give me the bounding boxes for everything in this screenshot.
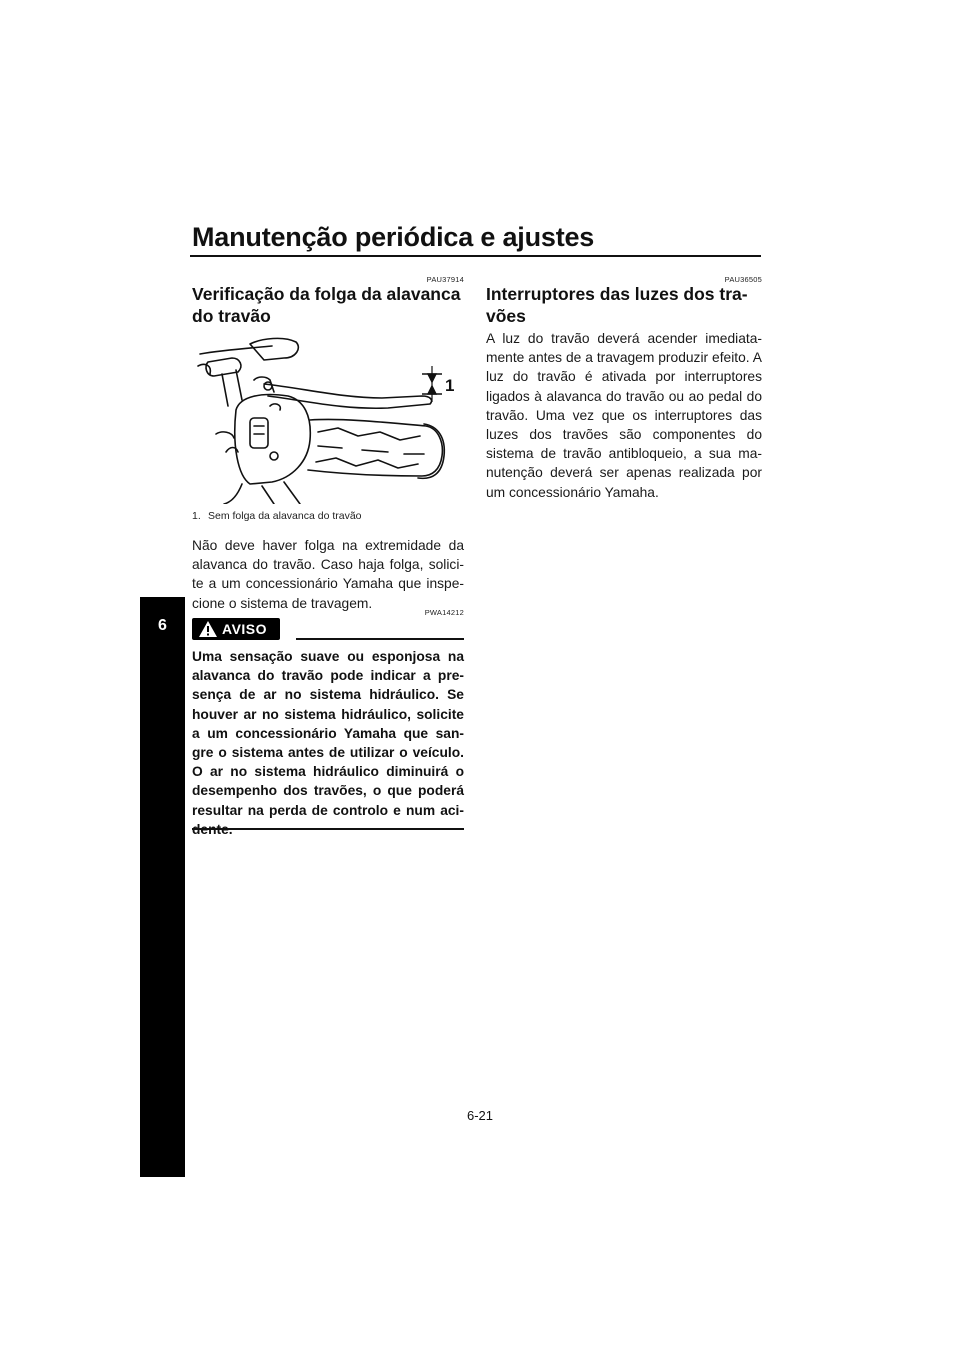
body-paragraph: A luz do travão deverá acender imediata-mente antes de a travagem produzir efeito. A luz do travão é ativada por interruptores ligados à alavanca do travão ou ao pedal do travão. Uma vez que os interruptores das luzes dos travões são componentes do sistema de travão antibloqueio, a sua ma-nutenção deverá ser apenas realizada por um concessionário Yamaha. bbox=[486, 331, 762, 500]
page-title: Manutenção periódica e ajustes bbox=[192, 222, 595, 252]
chapter-tab bbox=[140, 597, 185, 1177]
warning-end-rule bbox=[192, 828, 464, 830]
header-rule bbox=[190, 255, 761, 257]
warning-badge bbox=[192, 618, 280, 640]
figure-caption bbox=[192, 510, 464, 522]
section-code: PAU37914 bbox=[426, 275, 464, 284]
caption-text: Sem folga da alavanca do travão bbox=[208, 510, 362, 522]
figure-callout: 1 bbox=[445, 376, 455, 395]
chapter-number: 6 bbox=[158, 617, 167, 634]
section-heading: Interruptores das luzes dos tra-vões bbox=[486, 284, 748, 326]
warning-text: Uma sensação suave ou esponjosa na alavanca do travão pode indicar a pre-sença de ar no sistema hidráulico. Se houver ar no sistema hidráulico, solicite a um concessionário Yamaha que san-gre o sistema antes de utilizar o veículo. O ar no sistema hidráulico diminuirá o desempenho dos travões, o que poderá resultar na perda de controlo e num aci- bbox=[192, 649, 464, 818]
warning-code: PWA14212 bbox=[424, 608, 464, 617]
page-number: 6-21 bbox=[466, 1108, 494, 1123]
warning-rule bbox=[296, 638, 464, 640]
section-heading: Verificação da folga da alavanca do travão bbox=[192, 284, 461, 326]
warning-label: AVISO bbox=[222, 621, 268, 637]
warning-triangle-icon bbox=[198, 620, 218, 643]
body-paragraph: Não deve haver folga na extremidade da alavanca do travão. Caso haja folga, solici-te a um concessionário Yamaha que inspe-cione o sistema de travagem. bbox=[192, 538, 464, 611]
brake-lever-illustration bbox=[192, 336, 464, 504]
caption-number: 1. bbox=[192, 510, 201, 522]
section-code: PAU36505 bbox=[724, 275, 762, 284]
warning-header bbox=[192, 618, 464, 640]
